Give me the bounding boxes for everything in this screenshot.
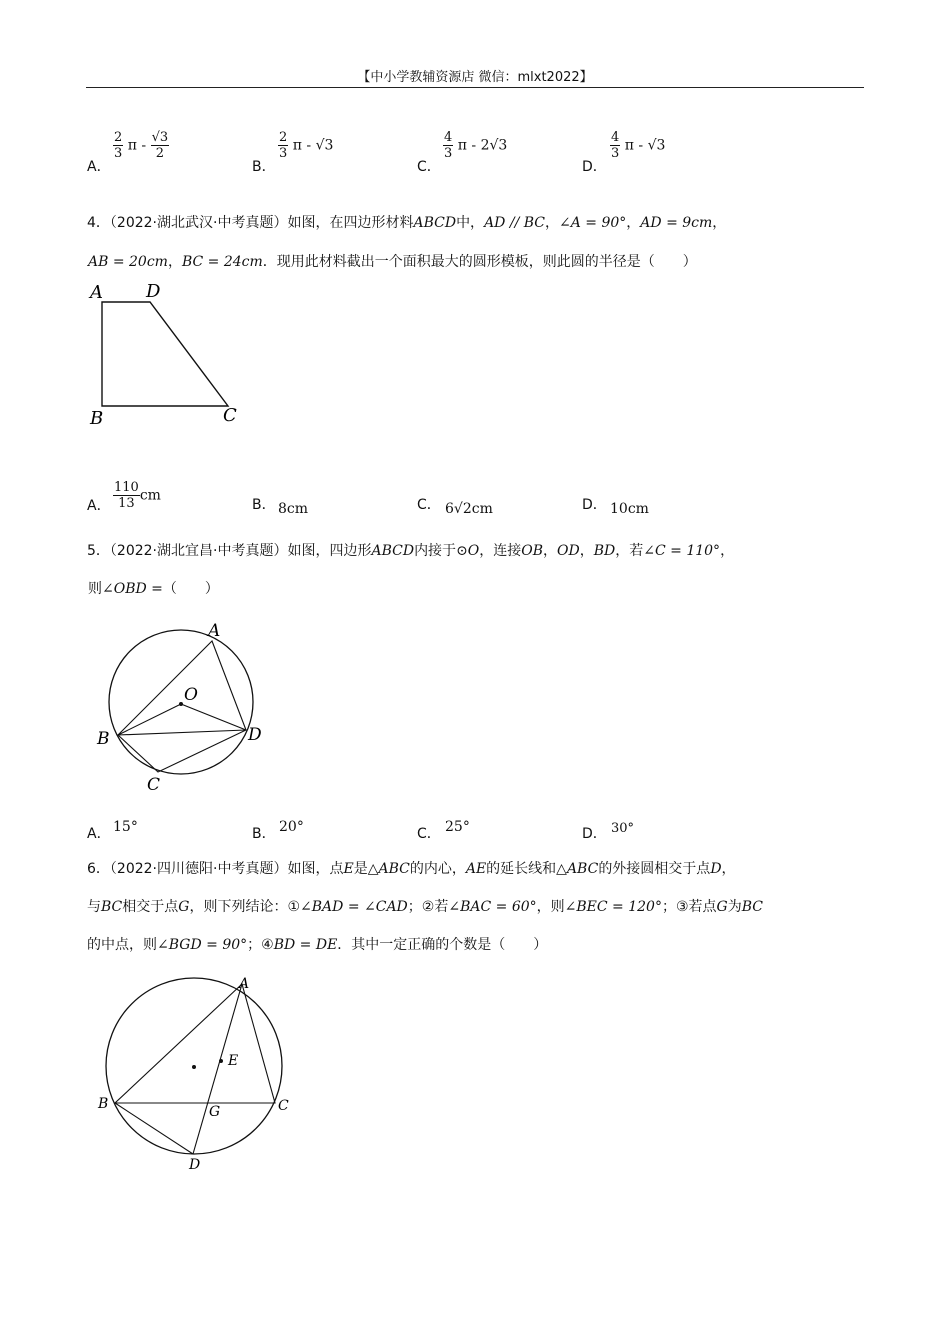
q6-circle-figure bbox=[90, 970, 310, 1180]
stem-text: ， bbox=[720, 543, 735, 559]
math-circle-o: ⊙O bbox=[456, 543, 480, 559]
math-condition: AB = 20cm bbox=[88, 254, 168, 270]
stem-text: ．现用此材料截出一个面积最大的圆形模板，则此圆的半径是（ ） bbox=[262, 254, 697, 270]
q4-option-a-label: A． bbox=[87, 498, 111, 514]
stem-text: ，连接 bbox=[479, 543, 522, 559]
fraction-denominator: 3 bbox=[114, 146, 123, 161]
stem-text: 相交于点 bbox=[122, 899, 179, 915]
math-g: G bbox=[716, 899, 728, 915]
question-source: （2022·四川德阳·中考真题） bbox=[109, 861, 288, 877]
triangle-abc bbox=[115, 984, 275, 1103]
math-condition: ∠C = 110° bbox=[643, 543, 721, 559]
q3-option-c-label: C． bbox=[417, 159, 441, 175]
option-unit: cm bbox=[139, 487, 161, 504]
math-ae: AE bbox=[465, 861, 487, 877]
q4-option-d-value: 10cm bbox=[610, 501, 649, 517]
q3-option-b bbox=[278, 130, 333, 161]
q5-circle-figure bbox=[90, 615, 280, 795]
vertex-label-b: B bbox=[97, 729, 110, 749]
vertex-label-b: B bbox=[90, 408, 104, 428]
fraction-numerator: 110 bbox=[114, 480, 139, 495]
segment-ad bbox=[193, 984, 242, 1154]
stem-text: 如图，四边形 bbox=[287, 543, 372, 559]
segment-bd bbox=[118, 730, 246, 735]
stem-text: ．其中一定正确的个数是（ ） bbox=[337, 937, 548, 953]
stem-text: 则 bbox=[88, 581, 102, 597]
math-bd: BD bbox=[593, 543, 616, 559]
q6-stem-line1 bbox=[87, 858, 736, 878]
stem-text: 如图，点 bbox=[287, 861, 344, 877]
stem-text: ，若 bbox=[615, 543, 644, 559]
question-number: 6． bbox=[87, 861, 110, 877]
math-d: D bbox=[710, 861, 722, 877]
vertex-label-b: B bbox=[98, 1096, 109, 1112]
stem-text: ；②若 bbox=[407, 899, 449, 915]
math-od: OD bbox=[557, 543, 580, 559]
q3-option-d-label: D． bbox=[582, 159, 607, 175]
segment-bd bbox=[115, 1103, 193, 1154]
stem-text: ， bbox=[626, 215, 641, 231]
stem-text: 的延长线和 bbox=[486, 861, 557, 877]
stem-text: 为 bbox=[727, 899, 742, 915]
stem-text: ， bbox=[543, 543, 558, 559]
q4-option-b-label: B． bbox=[252, 497, 276, 513]
vertex-label-d: D bbox=[189, 1157, 201, 1173]
question-source: （2022·湖北宜昌·中考真题） bbox=[109, 543, 288, 559]
math-conclusion-1: ∠BAD = ∠CAD bbox=[300, 899, 408, 915]
stem-text: 内接于 bbox=[414, 543, 457, 559]
fraction-numerator: 2 bbox=[279, 130, 288, 145]
fraction-denominator: 13 bbox=[118, 496, 135, 511]
stem-text: ， bbox=[545, 215, 559, 231]
stem-text: ，则 bbox=[536, 899, 565, 915]
stem-text: ， bbox=[579, 543, 594, 559]
q4-option-a bbox=[113, 480, 161, 511]
incenter-point bbox=[219, 1059, 223, 1063]
fraction-numerator: √3 bbox=[151, 130, 169, 145]
segment-od bbox=[181, 704, 246, 730]
q4-stem-line1 bbox=[87, 212, 726, 232]
q5-option-a-value: 15° bbox=[113, 819, 138, 835]
q3-option-b-label: B． bbox=[252, 159, 276, 175]
fraction-denominator: 3 bbox=[279, 146, 288, 161]
q5-option-d-value: 30° bbox=[611, 821, 635, 836]
math-triangle: △ABC bbox=[556, 861, 599, 877]
vertex-label-a: A bbox=[90, 282, 103, 303]
point-label-g: G bbox=[209, 1104, 221, 1120]
math-conclusion-2b: ∠BEC = 120° bbox=[564, 899, 662, 915]
q5-option-a-label: A． bbox=[87, 826, 111, 842]
fraction-numerator: 4 bbox=[444, 130, 453, 145]
math-condition: AD // BC bbox=[484, 215, 545, 231]
stem-text: 如图，在四边形材料 bbox=[287, 215, 414, 231]
option-text: π - 2√3 bbox=[457, 137, 508, 154]
stem-text: （ ） bbox=[162, 581, 219, 597]
q3-option-c bbox=[443, 130, 507, 161]
math-condition: ∠A = 90° bbox=[559, 215, 627, 231]
stem-text: ， bbox=[712, 215, 727, 231]
center-label-o: O bbox=[184, 685, 198, 705]
q4-trapezoid-figure bbox=[80, 278, 260, 428]
math-ask: ∠OBD = bbox=[102, 581, 163, 597]
vertex-label-a: A bbox=[239, 976, 250, 992]
q5-stem-line1 bbox=[87, 540, 734, 560]
math-bc: BC bbox=[101, 899, 123, 915]
q4-stem-line2 bbox=[88, 251, 697, 271]
center-point bbox=[179, 702, 183, 706]
q5-option-d-label: D． bbox=[582, 826, 607, 842]
math-conclusion-4: BD = DE bbox=[273, 937, 338, 953]
stem-text: 的内心， bbox=[409, 861, 466, 877]
q4-option-b-value: 8cm bbox=[278, 501, 309, 517]
question-number: 4． bbox=[87, 215, 110, 231]
math-condition: AD = 9cm bbox=[640, 215, 713, 231]
stem-text: ；④ bbox=[247, 937, 274, 953]
header-rule bbox=[86, 87, 864, 88]
option-text: π - √3 bbox=[624, 137, 666, 154]
q5-option-c-value: 25° bbox=[445, 819, 470, 835]
stem-text: 与 bbox=[87, 899, 101, 915]
vertex-label-d: D bbox=[146, 281, 161, 302]
q5-option-b-value: 20° bbox=[279, 819, 304, 835]
q5-option-b-label: B． bbox=[252, 826, 276, 842]
vertex-label-a: A bbox=[208, 621, 221, 641]
fraction-denominator: 3 bbox=[611, 146, 620, 161]
math-abcd: ABCD bbox=[371, 543, 415, 559]
q6-stem-line3 bbox=[87, 934, 547, 954]
incenter-label-e: E bbox=[228, 1053, 239, 1069]
q4-option-c-label: C． bbox=[417, 497, 441, 513]
q3-option-a-label: A． bbox=[87, 159, 111, 175]
q5-option-c-label: C． bbox=[417, 826, 441, 842]
stem-text: ；③若点 bbox=[661, 899, 717, 915]
math-bc: BC bbox=[741, 899, 763, 915]
option-text: π - bbox=[127, 137, 151, 154]
fraction-numerator: 2 bbox=[114, 130, 123, 145]
math-abcd: ABCD bbox=[413, 215, 457, 231]
fraction-denominator: 2 bbox=[155, 146, 164, 161]
question-source: （2022·湖北武汉·中考真题） bbox=[109, 215, 288, 231]
q4-option-d-label: D． bbox=[582, 497, 607, 513]
math-triangle: △ABC bbox=[367, 861, 410, 877]
math-conclusion-2: ∠BAC = 60° bbox=[448, 899, 537, 915]
stem-text: ，则下列结论：① bbox=[189, 899, 301, 915]
stem-text: 的外接圆相交于点 bbox=[598, 861, 711, 877]
trapezoid-shape bbox=[102, 302, 228, 406]
stem-text: 是 bbox=[353, 861, 368, 877]
segment-ob bbox=[118, 704, 181, 735]
q3-option-a bbox=[113, 130, 169, 161]
math-e: E bbox=[343, 861, 354, 877]
q3-option-d bbox=[610, 130, 665, 161]
vertex-label-c: C bbox=[278, 1098, 289, 1114]
stem-text: ， bbox=[167, 254, 182, 270]
stem-text: ， bbox=[721, 861, 736, 877]
stem-text: 中， bbox=[456, 215, 485, 231]
q4-option-c-value: 6√2cm bbox=[445, 501, 493, 517]
vertex-label-c: C bbox=[223, 405, 237, 426]
quadrilateral-abcd bbox=[118, 641, 246, 772]
option-text: π - √3 bbox=[292, 137, 334, 154]
center-point bbox=[192, 1065, 196, 1069]
stem-text: 的中点，则 bbox=[87, 937, 157, 953]
vertex-label-c: C bbox=[147, 775, 161, 795]
question-number: 5． bbox=[87, 543, 110, 559]
math-g: G bbox=[178, 899, 190, 915]
math-condition: BC = 24cm bbox=[181, 254, 263, 270]
fraction-numerator: 4 bbox=[611, 130, 620, 145]
q6-stem-line2 bbox=[87, 896, 763, 916]
math-ob: OB bbox=[521, 543, 544, 559]
math-conclusion-3: ∠BGD = 90° bbox=[157, 937, 248, 953]
page-header: 【中小学教辅资源店 微信：mlxt2022】 bbox=[357, 70, 593, 85]
vertex-label-d: D bbox=[248, 725, 262, 745]
fraction-denominator: 3 bbox=[444, 146, 453, 161]
q5-stem-line2 bbox=[88, 578, 219, 598]
